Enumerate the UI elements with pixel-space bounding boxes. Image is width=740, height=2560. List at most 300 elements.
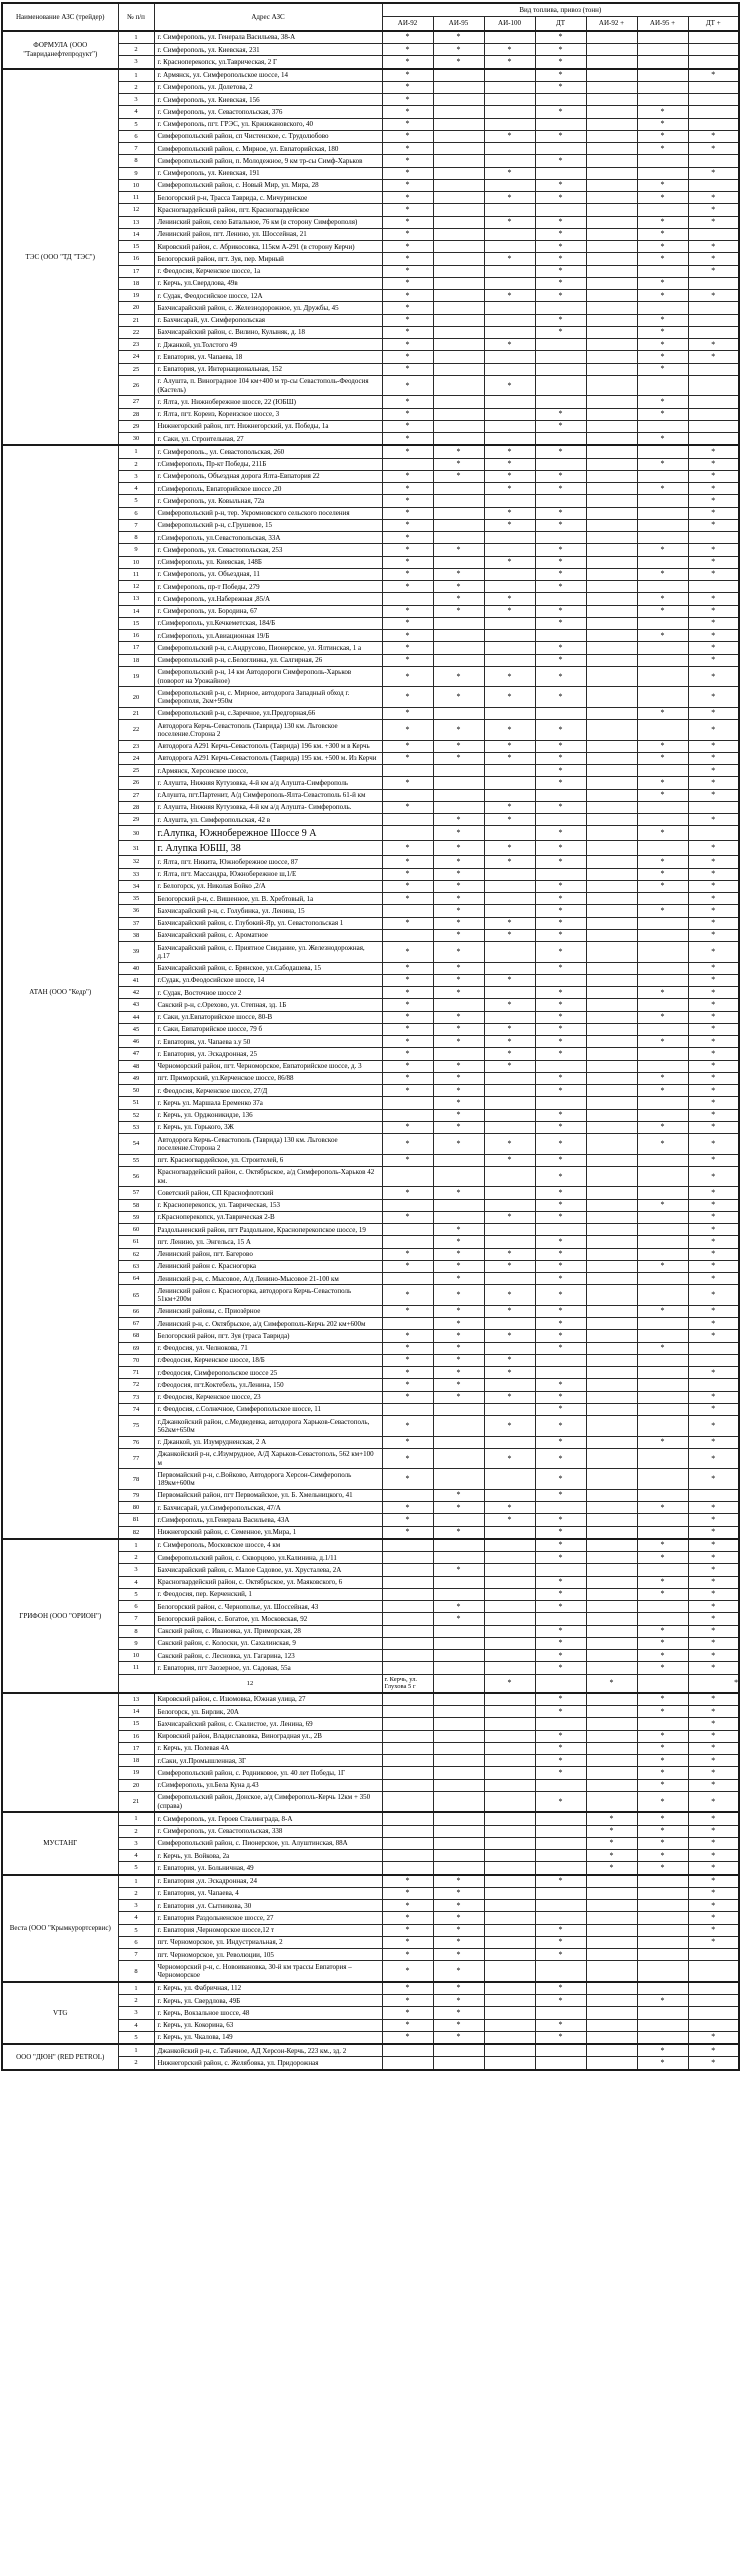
- fuel-cell: [586, 1613, 637, 1625]
- fuel-cell: *: [382, 519, 433, 531]
- fuel-cell: [586, 483, 637, 495]
- fuel-cell: *: [382, 2007, 433, 2019]
- fuel-cell: [433, 1837, 484, 1849]
- station-number: 15: [118, 241, 154, 253]
- fuel-cell: [484, 654, 535, 666]
- station-number: 61: [118, 1236, 154, 1248]
- fuel-cell: *: [637, 1576, 688, 1588]
- fuel-cell: *: [535, 420, 586, 432]
- fuel-cell: *: [484, 1154, 535, 1166]
- fuel-cell: *: [433, 1011, 484, 1023]
- fuel-cell: *: [535, 929, 586, 941]
- fuel-cell: [382, 789, 433, 801]
- station-number: 16: [118, 1730, 154, 1742]
- fuel-cell: [586, 94, 637, 106]
- fuel-cell: [484, 1706, 535, 1718]
- station-number: 6: [118, 130, 154, 142]
- fuel-cell: [586, 974, 637, 986]
- station-address: г. Симферополь, ул. Киевская, 231: [154, 44, 382, 56]
- fuel-cell: *: [382, 495, 433, 507]
- fuel-cell: [484, 1072, 535, 1084]
- fuel-cell: *: [433, 962, 484, 974]
- station-address: г.Симферополь, Пр-кт Победы, 211Б: [154, 458, 382, 470]
- fuel-cell: [637, 929, 688, 941]
- fuel-cell: *: [433, 1023, 484, 1035]
- fuel-cell: *: [535, 1637, 586, 1649]
- fuel-cell: [586, 826, 637, 841]
- fuel-cell: [535, 2007, 586, 2019]
- fuel-cell: [484, 396, 535, 408]
- fuel-cell: [535, 1912, 586, 1924]
- trader-cell: Веста (ООО "Крымкурортсервис): [2, 1875, 118, 1982]
- station-address: пгт. Красногвардейское, ул. Строителей, 6: [154, 1154, 382, 1166]
- station-number: 5: [118, 2031, 154, 2044]
- fuel-cell: *: [382, 94, 433, 106]
- fuel-cell: *: [382, 81, 433, 93]
- fuel-cell: [484, 326, 535, 338]
- fuel-cell: *: [688, 1924, 739, 1936]
- fuel-cell: *: [637, 1260, 688, 1272]
- fuel-cell: [433, 326, 484, 338]
- fuel-cell: *: [535, 1109, 586, 1121]
- station-number: 34: [118, 880, 154, 892]
- station-number: 13: [118, 593, 154, 605]
- fuel-cell: *: [688, 544, 739, 556]
- fuel-cell: [586, 720, 637, 741]
- fuel-cell: *: [382, 1982, 433, 1995]
- fuel-cell: *: [382, 1436, 433, 1448]
- fuel-cell: [484, 1526, 535, 1539]
- fuel-cell: *: [637, 1850, 688, 1862]
- fuel-cell: [382, 1850, 433, 1862]
- fuel-cell: [586, 1305, 637, 1317]
- fuel-cell: [433, 1469, 484, 1490]
- fuel-cell: [586, 1995, 637, 2007]
- fuel-cell: *: [535, 445, 586, 458]
- fuel-cell: [637, 1403, 688, 1415]
- fuel-cell: [484, 118, 535, 130]
- fuel-cell: [688, 1982, 739, 1995]
- fuel-cell: *: [382, 617, 433, 629]
- fuel-cell: *: [688, 893, 739, 905]
- fuel-cell: *: [382, 893, 433, 905]
- fuel-cell: [586, 1949, 637, 1961]
- station-number: 62: [118, 1248, 154, 1260]
- fuel-cell: *: [637, 179, 688, 191]
- fuel-cell: *: [637, 707, 688, 719]
- fuel-cell: *: [382, 56, 433, 69]
- station-number: 58: [118, 1199, 154, 1211]
- fuel-cell: *: [688, 752, 739, 764]
- fuel-cell: *: [382, 314, 433, 326]
- trader-cell: АТАН (ООО "Кедр"): [2, 445, 118, 1539]
- station-address: Советский район, СП Краснофлотский: [154, 1187, 382, 1199]
- fuel-cell: [586, 1134, 637, 1155]
- station-number: 26: [118, 777, 154, 789]
- fuel-cell: *: [535, 581, 586, 593]
- fuel-cell: *: [382, 253, 433, 265]
- fuel-cell: [535, 94, 586, 106]
- fuel-cell: [688, 1995, 739, 2007]
- fuel-cell: [535, 1674, 586, 1693]
- fuel-cell: *: [535, 1936, 586, 1948]
- fuel-cell: *: [688, 1330, 739, 1342]
- fuel-cell: [586, 2057, 637, 2070]
- fuel-cell: *: [688, 905, 739, 917]
- fuel-cell: [484, 1718, 535, 1730]
- fuel-cell: [586, 1036, 637, 1048]
- fuel-cell: *: [637, 1755, 688, 1767]
- station-number: 29: [118, 814, 154, 826]
- fuel-cell: *: [382, 204, 433, 216]
- fuel-cell: [637, 1048, 688, 1060]
- station-address: г. Керчь, ул. Кокорина, 63: [154, 2019, 382, 2031]
- station-number: 45: [118, 1023, 154, 1035]
- fuel-cell: *: [382, 1949, 433, 1961]
- fuel-cell: *: [637, 1342, 688, 1354]
- fuel-cell: [586, 445, 637, 458]
- fuel-cell: [637, 302, 688, 314]
- fuel-cell: [688, 302, 739, 314]
- station-address: г. Евпатория, ул. Чапаева, 4: [154, 1887, 382, 1899]
- station-number: 53: [118, 1121, 154, 1133]
- station-address: Симферопольский район, с. Скворцово, ул.Калинина, д.1/11: [154, 1552, 382, 1564]
- fuel-cell: [382, 1791, 433, 1812]
- fuel-cell: [586, 1552, 637, 1564]
- fuel-cell: *: [688, 617, 739, 629]
- fuel-cell: *: [433, 1060, 484, 1072]
- fuel-cell: [484, 1342, 535, 1354]
- fuel-cell: [637, 495, 688, 507]
- fuel-cell: *: [637, 777, 688, 789]
- fuel-cell: [535, 1367, 586, 1379]
- fuel-cell: *: [637, 1742, 688, 1754]
- fuel-cell: [637, 999, 688, 1011]
- station-address: г. Феодосия, Керченское шоссе, 23: [154, 1391, 382, 1403]
- station-address: г. Симферополь, ул. Севастопольская, 338: [154, 1825, 382, 1837]
- station-address: Ленинский районы, с. Приозёрное: [154, 1305, 382, 1317]
- fuel-cell: [484, 302, 535, 314]
- fuel-cell: *: [688, 1552, 739, 1564]
- fuel-cell: *: [688, 1085, 739, 1097]
- fuel-cell: [586, 765, 637, 777]
- fuel-cell: *: [382, 1072, 433, 1084]
- fuel-cell: [484, 1489, 535, 1501]
- station-number: 1: [118, 69, 154, 82]
- fuel-cell: *: [586, 1825, 637, 1837]
- col-header-ai92-plus: АИ-92 +: [586, 17, 637, 31]
- fuel-cell: *: [535, 192, 586, 204]
- fuel-cell: *: [688, 1060, 739, 1072]
- station-number: 28: [118, 408, 154, 420]
- fuel-cell: *: [688, 2057, 739, 2070]
- station-address: пгт. Приморский, ул.Керченское шоссе, 86/88: [154, 1072, 382, 1084]
- fuel-cell: [433, 130, 484, 142]
- fuel-cell: [586, 1588, 637, 1600]
- col-header-number: № п/п: [118, 3, 154, 31]
- fuel-cell: [586, 893, 637, 905]
- station-number: 40: [118, 962, 154, 974]
- trader-cell: МУСТАНГ: [2, 1812, 118, 1874]
- station-address: Симферопольский район, с. Пионерское, ул. Алуштинская, 88А: [154, 1837, 382, 1849]
- fuel-cell: [484, 363, 535, 375]
- fuel-cell: *: [382, 987, 433, 999]
- fuel-cell: *: [382, 962, 433, 974]
- fuel-cell: *: [382, 302, 433, 314]
- fuel-cell: [382, 1862, 433, 1875]
- fuel-cell: *: [484, 841, 535, 856]
- station-number: 23: [118, 740, 154, 752]
- station-number: 5: [118, 495, 154, 507]
- fuel-cell: *: [535, 905, 586, 917]
- fuel-cell: *: [688, 495, 739, 507]
- fuel-cell: *: [637, 752, 688, 764]
- fuel-cell: *: [637, 1072, 688, 1084]
- fuel-cell: [586, 666, 637, 687]
- station-address: г. Ялта, пгт. Кореиз, Кореизское шоссе, 3: [154, 408, 382, 420]
- station-number: 3: [118, 1900, 154, 1912]
- fuel-cell: *: [433, 1367, 484, 1379]
- fuel-cell: [484, 1539, 535, 1552]
- station-number: 20: [118, 1779, 154, 1791]
- station-address: Симферопольский р-н, с.Грушевое, 15: [154, 519, 382, 531]
- fuel-cell: [535, 2044, 586, 2057]
- fuel-cell: *: [535, 56, 586, 69]
- fuel-cell: [433, 363, 484, 375]
- station-number: 1: [118, 445, 154, 458]
- fuel-cell: *: [688, 1637, 739, 1649]
- fuel-cell: *: [382, 868, 433, 880]
- station-number: 12: [118, 581, 154, 593]
- fuel-cell: [433, 339, 484, 351]
- fuel-cell: *: [382, 1187, 433, 1199]
- fuel-cell: *: [433, 1489, 484, 1501]
- station-number: 6: [118, 1601, 154, 1613]
- fuel-cell: *: [637, 1779, 688, 1791]
- fuel-cell: [433, 192, 484, 204]
- fuel-cell: *: [535, 740, 586, 752]
- fuel-cell: *: [382, 69, 433, 82]
- fuel-cell: *: [535, 1526, 586, 1539]
- fuel-cell: *: [637, 826, 688, 841]
- fuel-cell: *: [382, 277, 433, 289]
- fuel-cell: *: [535, 801, 586, 813]
- fuel-cell: [484, 568, 535, 580]
- fuel-cell: *: [382, 44, 433, 56]
- station-address: г.Алупка, Южнобережное Шоссе 9 А: [154, 826, 382, 841]
- fuel-cell: *: [688, 1436, 739, 1448]
- fuel-cell: [433, 241, 484, 253]
- fuel-cell: [637, 893, 688, 905]
- fuel-cell: *: [637, 363, 688, 375]
- fuel-cell: *: [535, 1199, 586, 1211]
- fuel-cell: *: [382, 1995, 433, 2007]
- fuel-cell: [586, 1900, 637, 1912]
- fuel-cell: [433, 81, 484, 93]
- fuel-cell: *: [688, 974, 739, 986]
- fuel-cell: *: [382, 568, 433, 580]
- fuel-cell: *: [637, 544, 688, 556]
- fuel-cell: *: [433, 666, 484, 687]
- fuel-cell: [586, 1448, 637, 1469]
- fuel-cell: [382, 1837, 433, 1849]
- fuel-cell: [637, 1273, 688, 1285]
- fuel-cell: *: [484, 801, 535, 813]
- fuel-cell: *: [535, 1072, 586, 1084]
- fuel-cell: [688, 155, 739, 167]
- fuel-cell: *: [382, 155, 433, 167]
- fuel-cell: *: [688, 339, 739, 351]
- fuel-cell: *: [688, 1662, 739, 1674]
- trader-cell: ГРИФОН (ООО "ОРИОН"): [2, 1539, 118, 1693]
- fuel-cell: *: [688, 605, 739, 617]
- fuel-cell: *: [535, 841, 586, 856]
- fuel-cell: [484, 1936, 535, 1948]
- fuel-cell: *: [688, 1791, 739, 1812]
- fuel-cell: [637, 617, 688, 629]
- fuel-cell: *: [484, 1260, 535, 1272]
- station-number: 13: [118, 1693, 154, 1706]
- col-header-ai92: АИ-92: [382, 17, 433, 31]
- fuel-cell: *: [688, 707, 739, 719]
- fuel-cell: *: [382, 1936, 433, 1948]
- fuel-cell: *: [433, 1330, 484, 1342]
- fuel-cell: *: [637, 630, 688, 642]
- fuel-cell: [637, 1367, 688, 1379]
- fuel-cell: [586, 1767, 637, 1779]
- fuel-cell: *: [637, 2057, 688, 2070]
- fuel-cell: *: [484, 1391, 535, 1403]
- station-address: Нижнегорский район, пгт. Нижнегорский, ул. Победы, 1а: [154, 420, 382, 432]
- fuel-cell: *: [484, 917, 535, 929]
- fuel-cell: *: [535, 1134, 586, 1155]
- fuel-cell: *: [688, 1502, 739, 1514]
- station-number: 33: [118, 868, 154, 880]
- fuel-cell: [586, 1601, 637, 1613]
- fuel-cell: *: [382, 1887, 433, 1899]
- fuel-cell: *: [433, 1601, 484, 1613]
- station-number: 1: [118, 31, 154, 44]
- fuel-cell: *: [433, 1036, 484, 1048]
- fuel-cell: [433, 420, 484, 432]
- col-header-address: Адрес АЗС: [154, 3, 382, 31]
- fuel-cell: [382, 1767, 433, 1779]
- fuel-cell: [484, 433, 535, 446]
- fuel-cell: [586, 351, 637, 363]
- station-number: 4: [118, 483, 154, 495]
- fuel-cell: [382, 1236, 433, 1248]
- fuel-cell: *: [382, 687, 433, 708]
- fuel-cell: [637, 1936, 688, 1948]
- fuel-cell: [382, 826, 433, 841]
- fuel-cell: *: [688, 1048, 739, 1060]
- station-address: г. Керчь, ул. Орджоникидзе, 136: [154, 1109, 382, 1121]
- fuel-cell: *: [484, 1367, 535, 1379]
- fuel-cell: [586, 495, 637, 507]
- fuel-cell: [586, 1706, 637, 1718]
- station-number: 2: [118, 1995, 154, 2007]
- station-address: г. Керчь ул. Маршала Еременко 37а: [154, 1097, 382, 1109]
- fuel-cell: [586, 740, 637, 752]
- station-address: Белогорский район, пгт. Зуя (траса Таврида): [154, 1330, 382, 1342]
- fuel-cell: [586, 1875, 637, 1888]
- col-header-ai95-plus: АИ-95 +: [637, 17, 688, 31]
- station-address: Джанкойский р-н, с.Изумрудное, А/Д Харьков-Севастополь, 562 км+100 м: [154, 1448, 382, 1469]
- fuel-cell: *: [382, 752, 433, 764]
- fuel-cell: [382, 1742, 433, 1754]
- fuel-cell: [382, 1489, 433, 1501]
- fuel-cell: [637, 666, 688, 687]
- fuel-cell: *: [637, 1650, 688, 1662]
- fuel-cell: *: [535, 265, 586, 277]
- fuel-cell: *: [535, 228, 586, 240]
- fuel-cell: [433, 801, 484, 813]
- station-number: 30: [118, 826, 154, 841]
- fuel-cell: *: [535, 1489, 586, 1501]
- fuel-cell: *: [382, 1469, 433, 1490]
- fuel-cell: [484, 1767, 535, 1779]
- fuel-cell: *: [535, 1662, 586, 1674]
- station-address: г. Ялта, пгт. Никита, Южнобережное шоссе, 87: [154, 856, 382, 868]
- station-number: 18: [118, 1755, 154, 1767]
- fuel-cell: *: [433, 893, 484, 905]
- fuel-cell: [586, 2031, 637, 2044]
- fuel-cell: *: [637, 326, 688, 338]
- station-address: г. Саки, ул.Евпаторийское шоссе, 80-В: [154, 1011, 382, 1023]
- fuel-cell: *: [484, 593, 535, 605]
- fuel-cell: [637, 167, 688, 179]
- fuel-cell: *: [637, 408, 688, 420]
- fuel-cell: *: [637, 130, 688, 142]
- fuel-cell: *: [484, 556, 535, 568]
- station-address: Раздольненский район, пгт Раздольное, Красноперекопское шоссе, 19: [154, 1224, 382, 1236]
- fuel-cell: *: [433, 1342, 484, 1354]
- station-address: Бахчисарайский район, с. Скалистое, ул. Ленина, 69: [154, 1718, 382, 1730]
- fuel-cell: *: [688, 740, 739, 752]
- station-address: Первомайский район, пгт Первомайское, ул. Б. Хмельницкого, 41: [154, 1489, 382, 1501]
- fuel-cell: *: [535, 1011, 586, 1023]
- fuel-cell: [433, 777, 484, 789]
- station-address: Автодорога Керчь-Севастополь (Таврида) 130 км. Льговское поселение.Сторона 2: [154, 720, 382, 741]
- fuel-cell: *: [433, 581, 484, 593]
- fuel-cell: [535, 1779, 586, 1791]
- fuel-cell: [433, 1779, 484, 1791]
- station-address: г.Армянск, Херсонское шоссе,: [154, 765, 382, 777]
- fuel-cell: [637, 1154, 688, 1166]
- fuel-cell: *: [433, 929, 484, 941]
- fuel-cell: *: [688, 666, 739, 687]
- fuel-cell: [484, 1862, 535, 1875]
- fuel-cell: [382, 1637, 433, 1649]
- fuel-cell: *: [382, 507, 433, 519]
- fuel-cell: *: [637, 1011, 688, 1023]
- station-address: г. Алушта, ул. Симферопольская, 42 в: [154, 814, 382, 826]
- fuel-cell: [637, 1109, 688, 1121]
- fuel-cell: [484, 1224, 535, 1236]
- fuel-cell: *: [637, 1812, 688, 1825]
- fuel-cell: *: [382, 880, 433, 892]
- fuel-cell: *: [484, 1211, 535, 1223]
- fuel-cell: [586, 1576, 637, 1588]
- fuel-cell: *: [535, 1166, 586, 1187]
- fuel-cell: *: [688, 458, 739, 470]
- fuel-cell: *: [637, 880, 688, 892]
- fuel-cell: [484, 1403, 535, 1415]
- station-number: 27: [118, 396, 154, 408]
- fuel-cell: [433, 408, 484, 420]
- fuel-cell: *: [484, 1448, 535, 1469]
- station-number: 21: [118, 707, 154, 719]
